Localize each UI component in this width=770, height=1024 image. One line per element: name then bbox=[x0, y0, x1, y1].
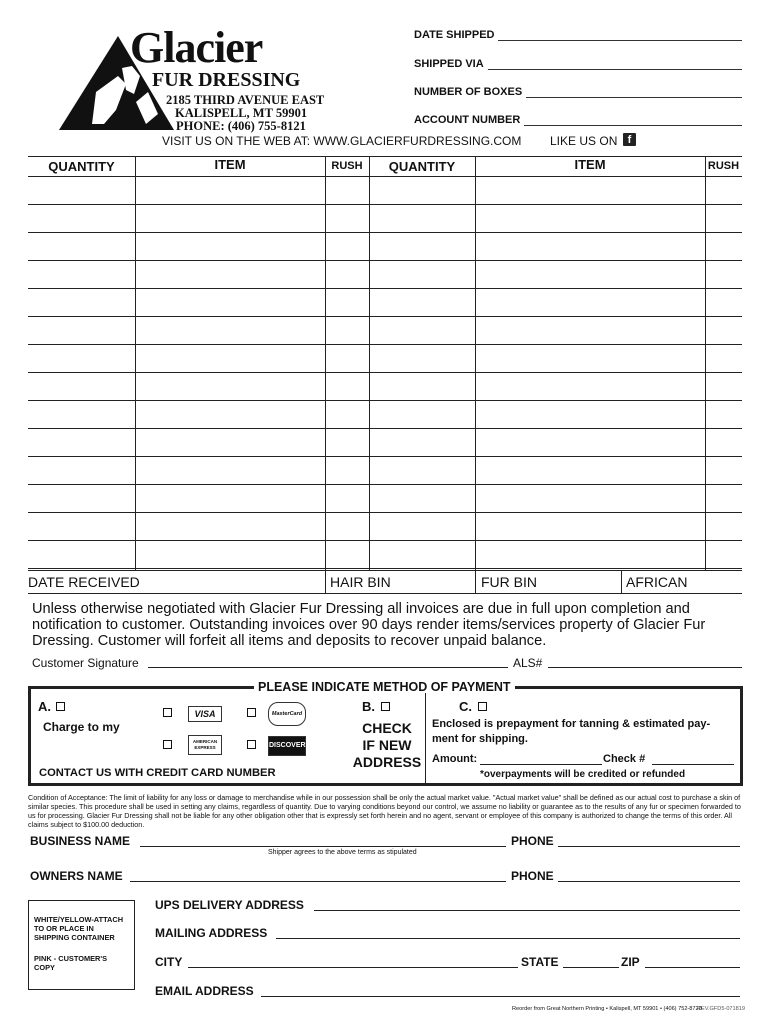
brand-name: Glacier bbox=[130, 23, 263, 72]
amount-label: Amount: bbox=[432, 753, 478, 765]
check-number-line[interactable] bbox=[652, 764, 734, 765]
order-row-line bbox=[28, 456, 742, 457]
column-header-item-2: ITEM bbox=[574, 157, 606, 172]
overpayments-note: *overpayments will be credited or refunded bbox=[480, 769, 686, 780]
option-c-checkbox[interactable] bbox=[478, 702, 487, 711]
option-a-label: A. bbox=[38, 699, 51, 714]
order-row-line bbox=[28, 428, 742, 429]
payment-terms-text: Unless otherwise negotiated with Glacier Fur Dressing all invoices are due in full upon completion and notification to customer. Outstanding invoices over 90 days render items/services property of Glacier Fur Dressing. Customer will forfeit all items and deposits to recover unpaid balance. bbox=[32, 601, 706, 649]
discover-logo-icon: DISCOVER bbox=[268, 736, 306, 756]
number-of-boxes-label: NUMBER OF BOXES bbox=[414, 86, 523, 98]
als-label: ALS# bbox=[513, 656, 543, 670]
white-yellow-copy-text: WHITE/YELLOW-ATTACH TO OR PLACE IN SHIPPING CONTAINER bbox=[34, 915, 124, 942]
payment-method-title: PLEASE INDICATE METHOD OF PAYMENT bbox=[254, 680, 515, 694]
order-row-line bbox=[28, 568, 742, 569]
website-text: VISIT US ON THE WEB AT: WWW.GLACIERFURDRESSING.COM bbox=[162, 134, 522, 148]
check-number-label: Check # bbox=[603, 753, 646, 765]
column-header-rush: RUSH bbox=[331, 160, 363, 172]
order-row-line bbox=[28, 260, 742, 261]
order-row-line bbox=[28, 400, 742, 401]
order-row-line bbox=[28, 372, 742, 373]
mailing-address-label: MAILING ADDRESS bbox=[155, 926, 268, 940]
revision-code: REV.GFD5-071819 bbox=[697, 1006, 745, 1012]
zip-line[interactable] bbox=[645, 967, 740, 968]
shipped-via-field[interactable] bbox=[414, 56, 742, 70]
column-header-quantity-2: QUANTITY bbox=[388, 159, 456, 174]
als-line[interactable] bbox=[548, 667, 742, 668]
fur-bin-label: FUR BIN bbox=[481, 574, 537, 590]
city-line[interactable] bbox=[188, 967, 518, 968]
check-if-new-address-label bbox=[352, 720, 422, 771]
discover-checkbox[interactable] bbox=[247, 740, 256, 749]
order-items-table bbox=[28, 156, 742, 570]
amex-checkbox[interactable] bbox=[163, 740, 172, 749]
shipped-via-label: SHIPPED VIA bbox=[414, 58, 484, 70]
pink-copy-text: PINK - CUSTOMER'S COPY bbox=[34, 954, 108, 972]
phone-label: PHONE bbox=[511, 834, 554, 848]
order-row-line bbox=[28, 344, 742, 345]
order-row-line bbox=[28, 288, 742, 289]
african-label: AFRICAN bbox=[626, 574, 688, 590]
column-header-quantity: QUANTITY bbox=[48, 159, 115, 174]
amount-line[interactable] bbox=[480, 764, 602, 765]
mailing-address-line[interactable] bbox=[276, 938, 740, 939]
mastercard-checkbox[interactable] bbox=[247, 708, 256, 717]
order-row-line bbox=[28, 484, 742, 485]
brand-address-2: KALISPELL, MT 59901 bbox=[175, 106, 308, 120]
shipper-agrees-text: Shipper agrees to the above terms as stipulated bbox=[268, 849, 417, 856]
date-received-label: DATE RECEIVED bbox=[28, 574, 140, 590]
customer-signature-label: Customer Signature bbox=[32, 656, 139, 670]
option-a-checkbox[interactable] bbox=[56, 702, 65, 711]
zip-label: ZIP bbox=[621, 955, 640, 969]
bin-row bbox=[28, 570, 742, 594]
business-name-line[interactable] bbox=[140, 846, 506, 847]
like-us-text: LIKE US ON bbox=[550, 134, 618, 148]
option-b-label: B. bbox=[362, 699, 375, 714]
owners-name-label: OWNERS NAME bbox=[30, 869, 123, 883]
conditions-of-acceptance: Condition of Acceptance: The limit of liability for any loss or damage to merchandise while in our possession shall be only the actual market value. "Actual market value" shall be defined as our actual cost to purchase a skin of similar species. This procedure shall be used in setting any claims, regardless of quantity. Due to varying conditions beyond our control, we assume no liability or guarantee as to the results of any fur or specimen forwarded to us for processing. Glacier Fur Dressing shall not be liable for any other obligation other that is expressly set forth herein and no agent, servant or employee of this company is authorized to change the terms of this order. All claims subject to $100.00 deduction. bbox=[28, 793, 741, 829]
date-shipped-field[interactable] bbox=[414, 27, 742, 41]
email-address-line[interactable] bbox=[261, 996, 740, 997]
ups-delivery-address-line[interactable] bbox=[314, 910, 740, 911]
phone-line-2[interactable] bbox=[558, 881, 740, 882]
visa-logo-icon: VISA bbox=[188, 706, 222, 722]
copy-instructions-box bbox=[28, 900, 135, 990]
reorder-footer: Reorder from Great Northern Printing • Kalispell, MT 59901 • (406) 752-8720 bbox=[512, 1006, 702, 1012]
phone-line[interactable] bbox=[558, 846, 740, 847]
account-number-label: ACCOUNT NUMBER bbox=[414, 114, 521, 126]
brand-subtitle: FUR DRESSING bbox=[152, 69, 301, 91]
state-line[interactable] bbox=[563, 967, 619, 968]
payment-divider bbox=[425, 693, 426, 784]
contact-credit-card-text: CONTACT US WITH CREDIT CARD NUMBER bbox=[39, 767, 276, 779]
email-address-label: EMAIL ADDRESS bbox=[155, 984, 254, 998]
check-word: CHECK bbox=[362, 720, 412, 736]
order-row-line bbox=[28, 176, 742, 177]
address-word: ADDRESS bbox=[352, 754, 422, 770]
ups-delivery-address-label: UPS DELIVERY ADDRESS bbox=[155, 898, 304, 912]
order-row-line bbox=[28, 316, 742, 317]
business-name-label: BUSINESS NAME bbox=[30, 834, 131, 848]
account-number-field[interactable] bbox=[414, 112, 742, 126]
brand-phone: PHONE: (406) 755-8121 bbox=[176, 119, 306, 133]
order-row-line bbox=[28, 232, 742, 233]
customer-signature-line[interactable] bbox=[148, 667, 508, 668]
option-c-label: C. bbox=[459, 699, 472, 714]
if-new-word: IF NEW bbox=[362, 737, 412, 753]
hair-bin-label: HAIR BIN bbox=[330, 574, 391, 590]
facebook-icon[interactable]: f bbox=[623, 133, 636, 146]
option-b-checkbox[interactable] bbox=[381, 702, 390, 711]
charge-to-my-label: Charge to my bbox=[43, 720, 120, 734]
visa-checkbox[interactable] bbox=[163, 708, 172, 717]
amex-logo-icon: AMERICAN EXPRESS bbox=[188, 735, 222, 755]
number-of-boxes-field[interactable] bbox=[414, 84, 742, 98]
column-header-item: ITEM bbox=[214, 157, 246, 172]
prepayment-text: Enclosed is prepayment for tanning & estimated pay-ment for shipping. bbox=[432, 718, 711, 745]
owners-name-line[interactable] bbox=[130, 881, 506, 882]
brand-address-1: 2185 THIRD AVENUE EAST bbox=[166, 93, 325, 107]
city-label: CITY bbox=[155, 955, 183, 969]
order-row-line bbox=[28, 540, 742, 541]
order-row-line bbox=[28, 512, 742, 513]
mastercard-logo-icon: MasterCard bbox=[268, 702, 306, 726]
order-row-line bbox=[28, 204, 742, 205]
state-label: STATE bbox=[521, 955, 559, 969]
phone-label-2: PHONE bbox=[511, 869, 554, 883]
column-header-rush-2: RUSH bbox=[707, 160, 740, 172]
date-shipped-label: DATE SHIPPED bbox=[414, 29, 495, 41]
